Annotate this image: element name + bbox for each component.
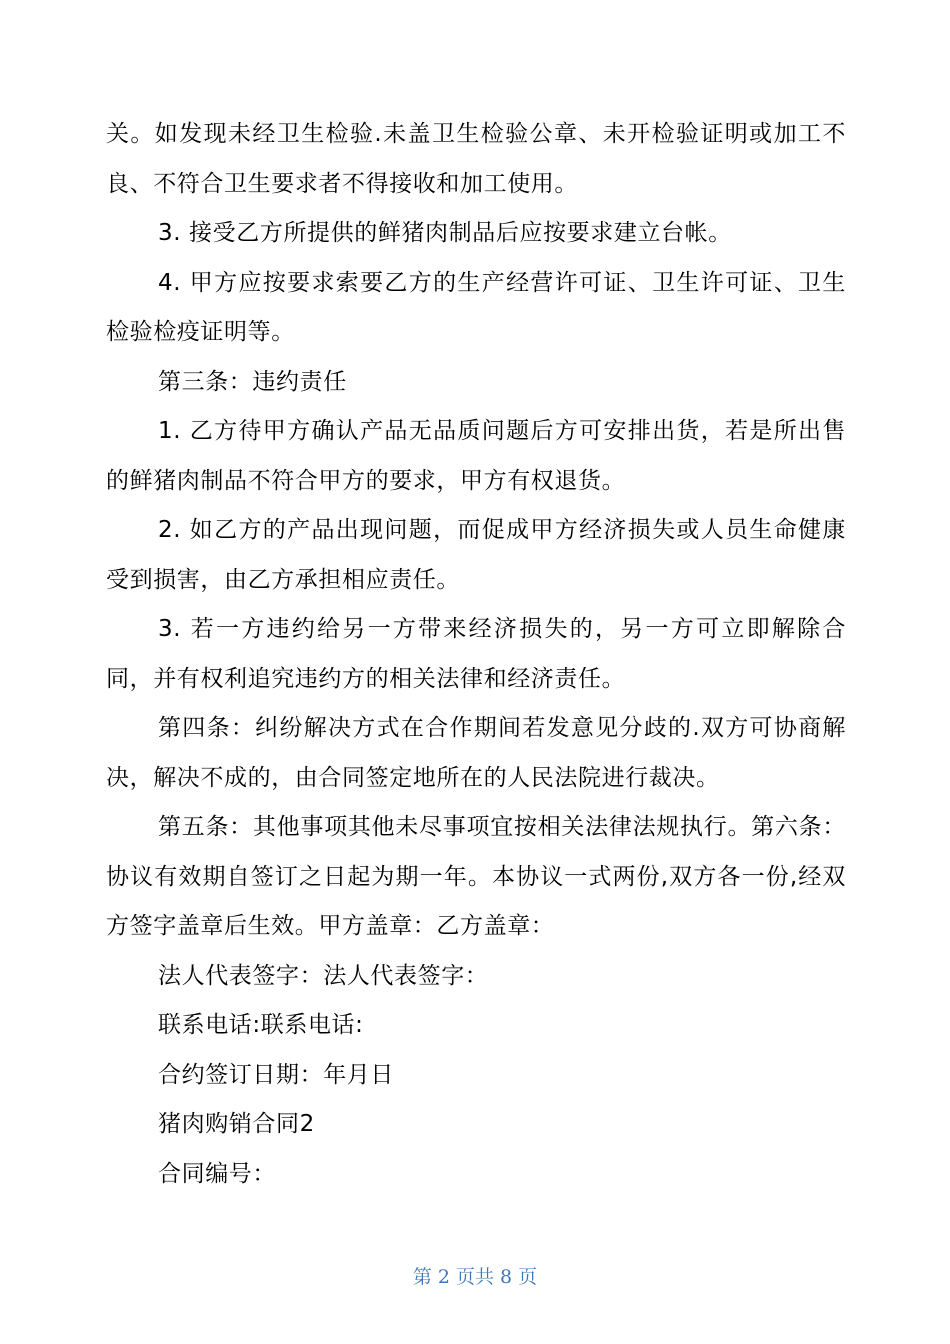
signature-legal-rep-line: 法人代表签字：法人代表签字：: [158, 962, 489, 989]
paragraph-breach-item-1: 1. 乙方待甲方确认产品无品质问题后方可安排出货，若是所出售的鲜猪肉制品不符合甲方的要求，甲方有权退货。: [106, 418, 846, 494]
section-heading-article-3: 第三条：违约责任: [158, 368, 347, 395]
paragraph-item-4-licenses: 4. 甲方应按要求索要乙方的生产经营许可证、卫生许可证、卫生检验检疫证明等。: [106, 269, 846, 345]
paragraph-article-4-disputes: 第四条：纠纷解决方式在合作期间若发意见分歧的.双方可协商解决，解决不成的，由合同签定地所在的人民法院进行裁决。: [106, 715, 846, 791]
paragraph-article-5-6-other: 第五条：其他事项其他未尽事项宜按相关法律法规执行。第六条：协议有效期自签订之日起为期一年。本协议一式两份,双方各一份,经双方签字盖章后生效。甲方盖章：乙方盖章：: [106, 814, 846, 939]
signature-phone-line: 联系电话:联系电话:: [158, 1012, 364, 1038]
paragraph-continuation: 关。如发现未经卫生检验.未盖卫生检验公章、未开检验证明或加工不良、不符合卫生要求者不得接收和加工使用。: [106, 121, 846, 197]
document-body: [106, 110, 846, 1199]
contract-number-line: 合同编号：: [158, 1160, 276, 1187]
next-contract-title: 猪肉购销合同2: [158, 1111, 315, 1137]
page-number-footer: 第 2 页共 8 页: [412, 1266, 538, 1288]
paragraph-breach-item-3: 3. 若一方违约给另一方带来经济损失的，另一方可立即解除合同，并有权利追究违约方的相关法律和经济责任。: [106, 616, 846, 692]
paragraph-item-3-ledger: 3. 接受乙方所提供的鲜猪肉制品后应按要求建立台帐。: [158, 220, 732, 246]
signature-date-line: 合约签订日期：年月日: [158, 1061, 394, 1088]
paragraph-breach-item-2: 2. 如乙方的产品出现问题，而促成甲方经济损失或人员生命健康受到损害，由乙方承担相应责任。: [106, 517, 846, 593]
